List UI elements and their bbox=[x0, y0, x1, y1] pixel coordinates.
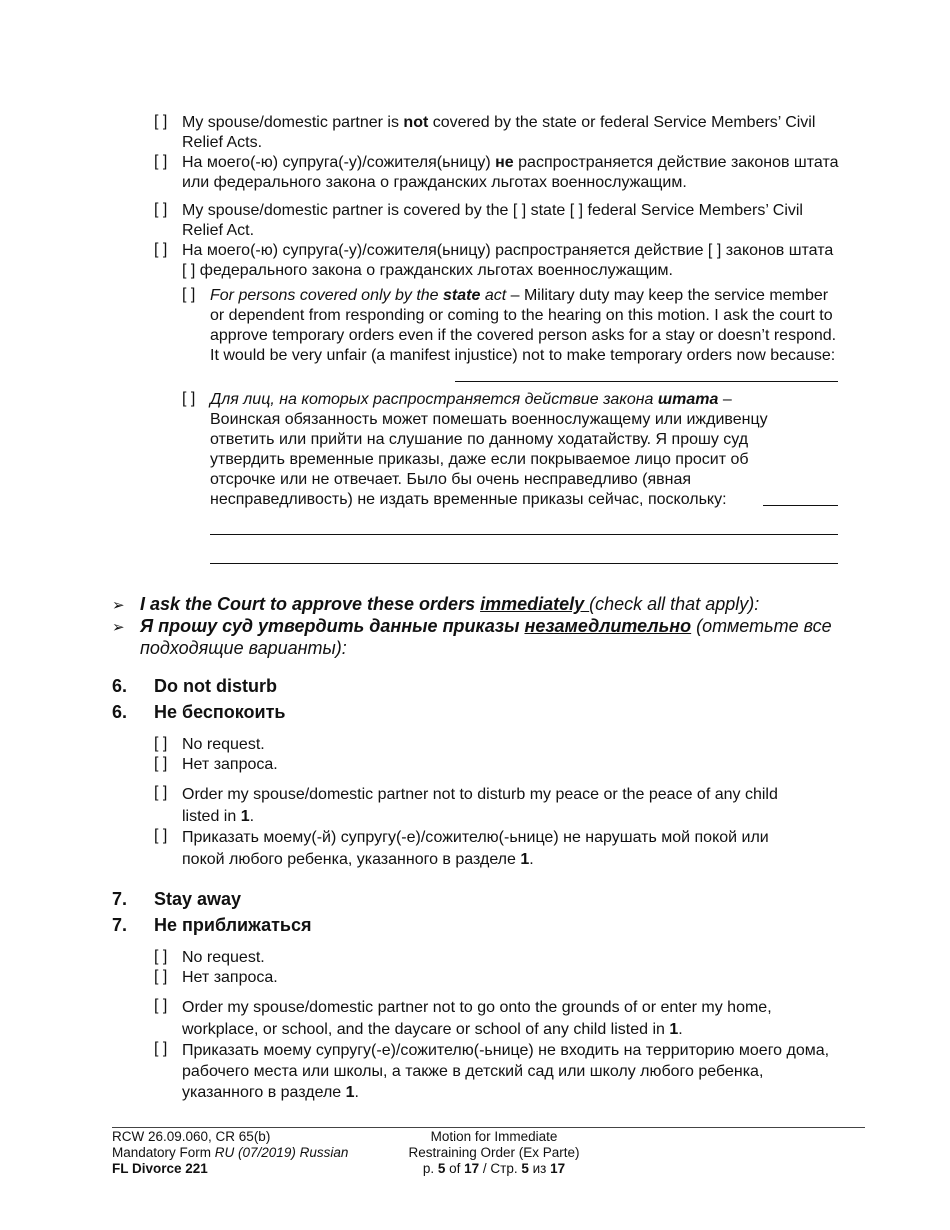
section-7-title-en: Stay away bbox=[154, 889, 242, 909]
not-covered-en: My spouse/domestic partner is not covered by the state or federal Service Members’ Civil Relief Acts. bbox=[182, 114, 816, 151]
checkbox-not-covered-ru[interactable]: [ ] bbox=[154, 153, 168, 170]
no-request-en: No request. bbox=[182, 736, 265, 753]
checkbox-state-act-ru[interactable]: [ ] bbox=[182, 390, 196, 407]
no-request-ru: Нет запроса. bbox=[182, 756, 278, 773]
footer-form-id: FL Divorce 221 bbox=[112, 1161, 208, 1176]
footer-rcw: RCW 26.09.060, CR 65(b) bbox=[112, 1129, 271, 1144]
checkbox-7-order-en[interactable]: [ ] bbox=[154, 997, 168, 1014]
section-7-title-ru: Не приближаться bbox=[154, 915, 312, 935]
section-6-number: 6. bbox=[112, 676, 128, 696]
covered-en: My spouse/domestic partner is covered by the [ ] state [ ] federal Service Members’ Civil Relief Act. bbox=[182, 202, 803, 239]
order-stay-away-ru: Приказать моему супругу(-е)/сожителю(-ьнице) не входить на территорию моего дома, рабочего места или школы, а также в детский сад или школу любого ребенка, указанного в разделе 1. bbox=[182, 1042, 830, 1101]
checkbox-not-covered-en[interactable]: [ ] bbox=[154, 113, 168, 130]
checkbox-6-order-en[interactable]: [ ] bbox=[154, 784, 168, 801]
state-act-en: For persons covered only by the state act – Military duty may keep the service member or dependent from responding or coming to the hearing on this motion. I ask the court to approve temporary orders even if the covered person asks for a stay or doesn’t respond. It would be very unfair (a manifest injustice) not to make temporary orders now because: bbox=[210, 287, 837, 364]
checkbox-state-act-en[interactable]: [ ] bbox=[182, 286, 196, 303]
checkbox-7-no-request-ru[interactable]: [ ] bbox=[154, 968, 168, 985]
answer-line-3[interactable] bbox=[210, 563, 838, 564]
no-request-ru: Нет запроса. bbox=[182, 969, 278, 986]
section-6-title-ru: Не беспокоить bbox=[154, 702, 286, 722]
checkbox-covered-en[interactable]: [ ] bbox=[154, 201, 168, 218]
order-stay-away-en: Order my spouse/domestic partner not to go onto the grounds of or enter my home, workplace, or school, and the daycare or school of any child listed in 1. bbox=[182, 999, 772, 1038]
section-6-number-ru: 6. bbox=[112, 702, 128, 722]
answer-line-en[interactable] bbox=[455, 381, 838, 382]
ask-court-ru: Я прошу суд утвердить данные приказы незамедлительно (отметьте все подходящие варианты): bbox=[140, 616, 832, 658]
arrow-bullet-icon: ➢ bbox=[112, 619, 125, 636]
footer-divider bbox=[112, 1127, 865, 1128]
answer-line-ru[interactable] bbox=[763, 505, 838, 506]
section-7-number: 7. bbox=[112, 889, 128, 909]
not-covered-ru: На моего(-ю) супруга(-у)/сожителя(ьницу) не распространяется действие законов штата или федерального закона о гражданских льготах военнослужащим. bbox=[182, 154, 839, 191]
section-6-title-en: Do not disturb bbox=[154, 676, 277, 696]
checkbox-6-order-ru[interactable]: [ ] bbox=[154, 827, 168, 844]
covered-ru: На моего(-ю) супруга(-у)/сожителя(ьницу) распространяется действие [ ] законов штата [ ] федерального закона о гражданских льготах военнослужащим. bbox=[182, 242, 834, 279]
footer-title-2: Restraining Order (Ex Parte) bbox=[408, 1145, 580, 1160]
section-7-number-ru: 7. bbox=[112, 915, 128, 935]
footer-left bbox=[112, 1129, 402, 1177]
footer-title-1: Motion for Immediate bbox=[430, 1129, 558, 1144]
no-request-en: No request. bbox=[182, 949, 265, 966]
footer-mandatory-form: Mandatory Form RU (07/2019) Russian bbox=[112, 1145, 349, 1160]
checkbox-6-no-request-en[interactable]: [ ] bbox=[154, 735, 168, 752]
checkbox-covered-ru[interactable]: [ ] bbox=[154, 241, 168, 258]
order-disturb-ru: Приказать моему(-й) супругу(-е)/сожителю(-ьнице) не нарушать мой покой или покой любого ребенка, указанного в разделе 1. bbox=[182, 829, 769, 868]
order-disturb-en: Order my spouse/domestic partner not to disturb my peace or the peace of any child listed in 1. bbox=[182, 786, 778, 825]
checkbox-7-order-ru[interactable]: [ ] bbox=[154, 1040, 168, 1057]
arrow-bullet-icon: ➢ bbox=[112, 597, 125, 614]
footer-page-number: p. 5 of 17 / Стр. 5 из 17 bbox=[422, 1161, 566, 1176]
checkbox-6-no-request-ru[interactable]: [ ] bbox=[154, 755, 168, 772]
footer-center bbox=[380, 1129, 608, 1177]
answer-line-2[interactable] bbox=[210, 534, 838, 535]
ask-court-en: I ask the Court to approve these orders immediately (check all that apply): bbox=[140, 594, 760, 614]
state-act-ru: Для лиц, на которых распространяется действие закона штата – Воинская обязанность может помешать военнослужащему или иждивенцу ответить или прийти на слушание по данному ходатайству. Я прошу суд утвердить временные приказы, даже если покрываемое лицо просит об отсрочке или не отвечает. Было бы очень несправедливо (явная несправедливость) не издать временные приказы сейчас, поскольку: bbox=[210, 391, 768, 508]
checkbox-7-no-request-en[interactable]: [ ] bbox=[154, 948, 168, 965]
